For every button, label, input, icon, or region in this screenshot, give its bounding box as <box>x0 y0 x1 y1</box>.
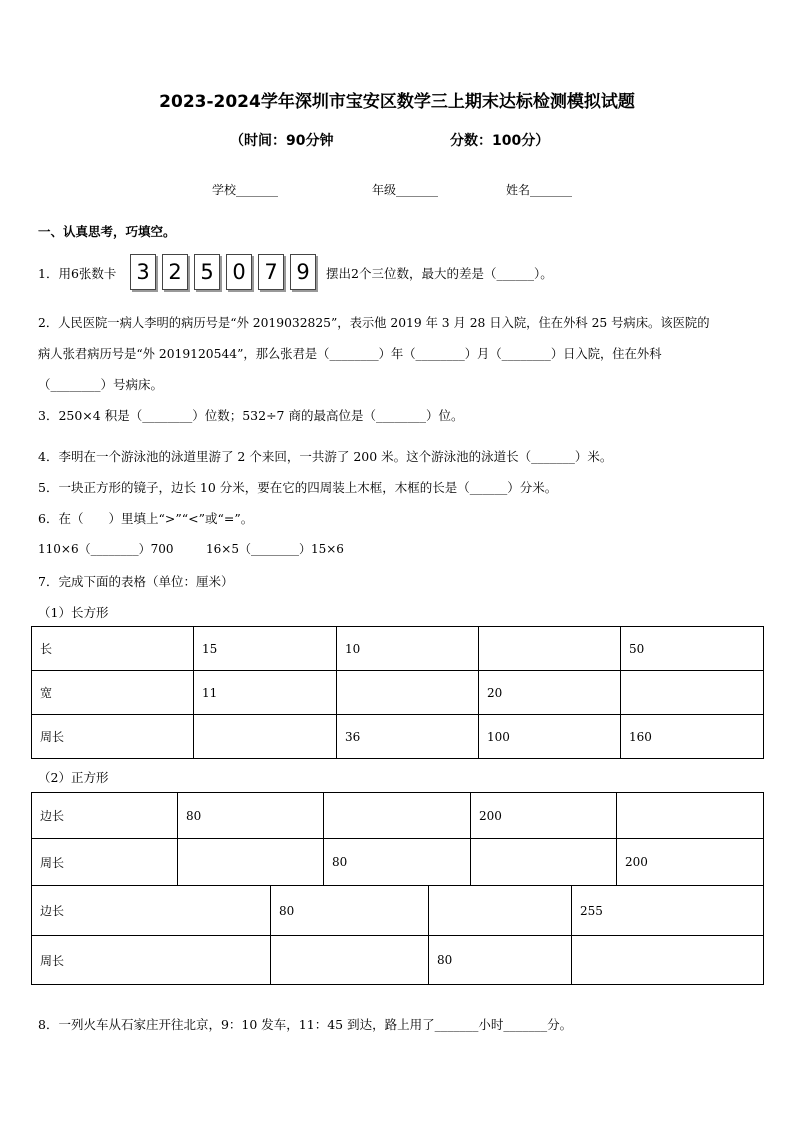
table-cell: 100 <box>479 715 621 759</box>
row-header: 长 <box>32 627 194 671</box>
row-header: 宽 <box>32 671 194 715</box>
row-header: 周长 <box>32 715 194 759</box>
table-row <box>32 839 764 886</box>
number-card: 3 <box>130 254 156 290</box>
table-row <box>32 886 764 936</box>
table-cell[interactable] <box>337 671 479 715</box>
exam-score: 分数：100分） <box>450 133 550 149</box>
table-cell: 15 <box>194 627 337 671</box>
number-card: 2 <box>162 254 188 290</box>
row-header: 周长 <box>32 839 178 886</box>
table-cell[interactable] <box>178 839 324 886</box>
table-row <box>32 715 764 759</box>
number-card: 7 <box>258 254 284 290</box>
q3-text: 3．250×4 积是（________）位数；532÷7 商的最高位是（________）位。 <box>38 408 464 423</box>
exam-time: （时间：90分钟 <box>230 133 334 149</box>
table-cell[interactable] <box>471 839 617 886</box>
school-field[interactable]: 学校_______ <box>212 183 279 197</box>
table-cell: 200 <box>617 839 764 886</box>
q4-text: 4．李明在一个游泳池的泳道里游了 2 个来回，一共游了 200 米。这个游泳池的泳道长（_______）米。 <box>38 449 613 464</box>
q7-part2: （2）正方形 <box>38 770 109 785</box>
q1-prefix: 1．用6张数卡 <box>38 266 117 281</box>
number-cards <box>130 254 316 290</box>
table-cell: 11 <box>194 671 337 715</box>
table-cell: 20 <box>479 671 621 715</box>
table-row <box>32 793 764 839</box>
q5-text: 5．一块正方形的镜子，边长 10 分米，要在它的四周装上木框，木框的长是（______）分米。 <box>38 480 558 495</box>
name-field[interactable]: 姓名_______ <box>506 183 573 197</box>
table-cell[interactable] <box>271 936 429 985</box>
table-cell: 200 <box>471 793 617 839</box>
q6-compare-b: 16×5（________）15×6 <box>206 542 344 556</box>
table-cell[interactable] <box>617 793 764 839</box>
table-cell: 255 <box>572 886 764 936</box>
table-cell: 80 <box>324 839 471 886</box>
row-header: 周长 <box>32 936 271 985</box>
table-cell[interactable] <box>479 627 621 671</box>
table-cell: 80 <box>429 936 572 985</box>
table-cell[interactable] <box>194 715 337 759</box>
row-header: 边长 <box>32 886 271 936</box>
table-cell: 10 <box>337 627 479 671</box>
square-table-b <box>31 885 764 985</box>
square-table-a <box>31 792 764 886</box>
table-cell: 80 <box>271 886 429 936</box>
table-cell[interactable] <box>572 936 764 985</box>
q2-line1: 2．人民医院一病人李明的病历号是“外 2019032825”，表示他 2019 年 3 月 28 日入院，住在外科 25 号病床。该医院的 <box>38 316 710 330</box>
table-cell[interactable] <box>429 886 572 936</box>
table-cell: 36 <box>337 715 479 759</box>
section-heading: 一、认真思考，巧填空。 <box>38 224 176 239</box>
q6-compare-a: 110×6（________）700 <box>38 542 174 556</box>
rectangle-table <box>31 626 764 759</box>
table-cell: 160 <box>621 715 764 759</box>
row-header: 边长 <box>32 793 178 839</box>
q7-part1: （1）长方形 <box>38 605 109 620</box>
page-title: 2023-2024学年深圳市宝安区数学三上期末达标检测模拟试题 <box>159 92 635 112</box>
number-card: 5 <box>194 254 220 290</box>
q6-text: 6．在（ ）里填上“>”“<”或“=”。 <box>38 511 254 526</box>
q2-line3: （________）号病床。 <box>38 377 164 392</box>
q7-text: 7．完成下面的表格（单位：厘米） <box>38 574 234 589</box>
table-cell[interactable] <box>324 793 471 839</box>
table-row <box>32 671 764 715</box>
table-row <box>32 627 764 671</box>
table-cell: 80 <box>178 793 324 839</box>
table-cell[interactable] <box>621 671 764 715</box>
table-row <box>32 936 764 985</box>
grade-field[interactable]: 年级_______ <box>372 183 439 197</box>
table-cell: 50 <box>621 627 764 671</box>
number-card: 0 <box>226 254 252 290</box>
q2-line2: 病人张君病历号是“外 2019120544”，那么张君是（________）年（________）月（________）日入院，住在外科 <box>38 347 662 361</box>
q8-text: 8．一列火车从石家庄开往北京，9：10 发车，11：45 到达，路上用了_______小时_______分。 <box>38 1017 573 1032</box>
number-card: 9 <box>290 254 316 290</box>
q1-suffix: 摆出2个三位数，最大的差是（______）。 <box>326 266 553 281</box>
